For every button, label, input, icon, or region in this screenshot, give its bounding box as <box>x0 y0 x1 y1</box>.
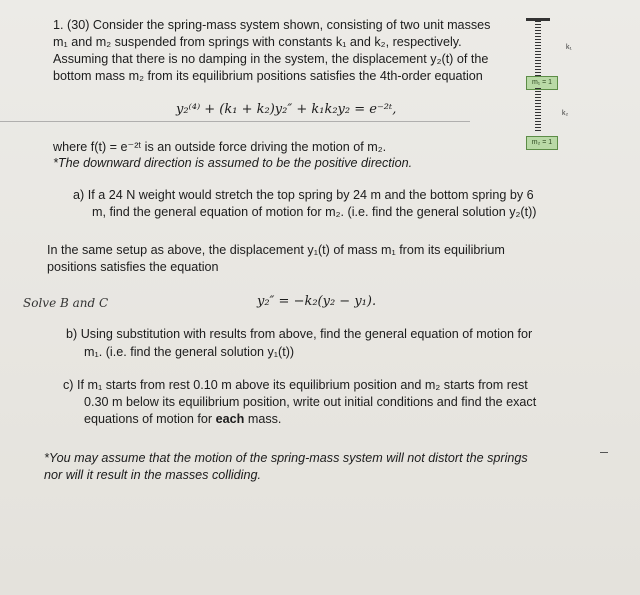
part-c-line-1: c) If m₁ starts from rest 0.10 m above its equilibrium position and m₂ starts from rest <box>63 378 528 392</box>
part-a-line-2: m, find the general equation of motion for m₂. (i.e. find the general solution y₂(t)) <box>92 205 537 219</box>
direction-note: *The downward direction is assumed to be the positive direction. <box>53 156 413 170</box>
mass-m1: m₁ = 1 <box>526 76 558 90</box>
equation-divider <box>0 121 470 122</box>
forcing-description: where f(t) = e⁻²ᵗ is an outside force driving the motion of m₂. <box>53 140 387 154</box>
k2-label: k₂ <box>562 110 569 117</box>
second-equation: y₂″ = −k₂(y₂ − y₁). <box>257 294 377 309</box>
problem-intro-line-4: bottom mass m₂ from its equilibrium positions satisfies the 4th-order equation <box>53 69 483 83</box>
part-b-line-2: m₁. (i.e. find the general solution y₁(t)) <box>84 345 295 359</box>
mass-m2: m₂ = 1 <box>526 136 558 150</box>
footnote-line-1: *You may assume that the motion of the spring-mass system will not distort the springs <box>44 451 528 465</box>
main-equation: y₂⁽⁴⁾ + (k₁ + k₂)y₂″ + k₁k₂y₂ = e⁻²ᵗ, <box>176 102 397 117</box>
footnote-line-2: nor will it result in the masses colliding. <box>44 468 261 482</box>
part-c-line-3 <box>84 411 281 427</box>
problem-intro-line-1: 1. (30) Consider the spring-mass system shown, consisting of two unit masses <box>53 18 491 32</box>
setup-line-1: In the same setup as above, the displacement y₁(t) of mass m₁ from its equilibrium <box>47 243 505 257</box>
part-b-line-1: b) Using substitution with results from above, find the general equation of motion for <box>66 327 533 341</box>
spring-mass-diagram <box>526 18 576 158</box>
handwritten-solve-note: Solve B and C <box>23 296 109 310</box>
top-spring <box>535 21 541 76</box>
k1-label: k₁ <box>566 44 572 51</box>
problem-intro-line-2: m₁ and m₂ suspended from springs with constants k₁ and k₂, respectively. <box>53 35 462 49</box>
part-c-line-3-prefix: equations of motion for <box>84 412 216 426</box>
part-c-line-2: 0.30 m below its equilibrium position, write out initial conditions and find the exact <box>84 395 537 409</box>
setup-line-2: positions satisfies the equation <box>47 260 219 274</box>
part-c-emphasis: each <box>215 412 245 426</box>
part-c-line-3-suffix: mass. <box>244 412 282 426</box>
problem-intro-line-3: Assuming that there is no damping in the system, the displacement y₂(t) of the <box>53 52 489 66</box>
part-a-line-1: a) If a 24 N weight would stretch the top spring by 24 m and the bottom spring by 6 <box>73 188 534 202</box>
bottom-spring <box>535 88 541 133</box>
margin-dash <box>600 452 608 453</box>
